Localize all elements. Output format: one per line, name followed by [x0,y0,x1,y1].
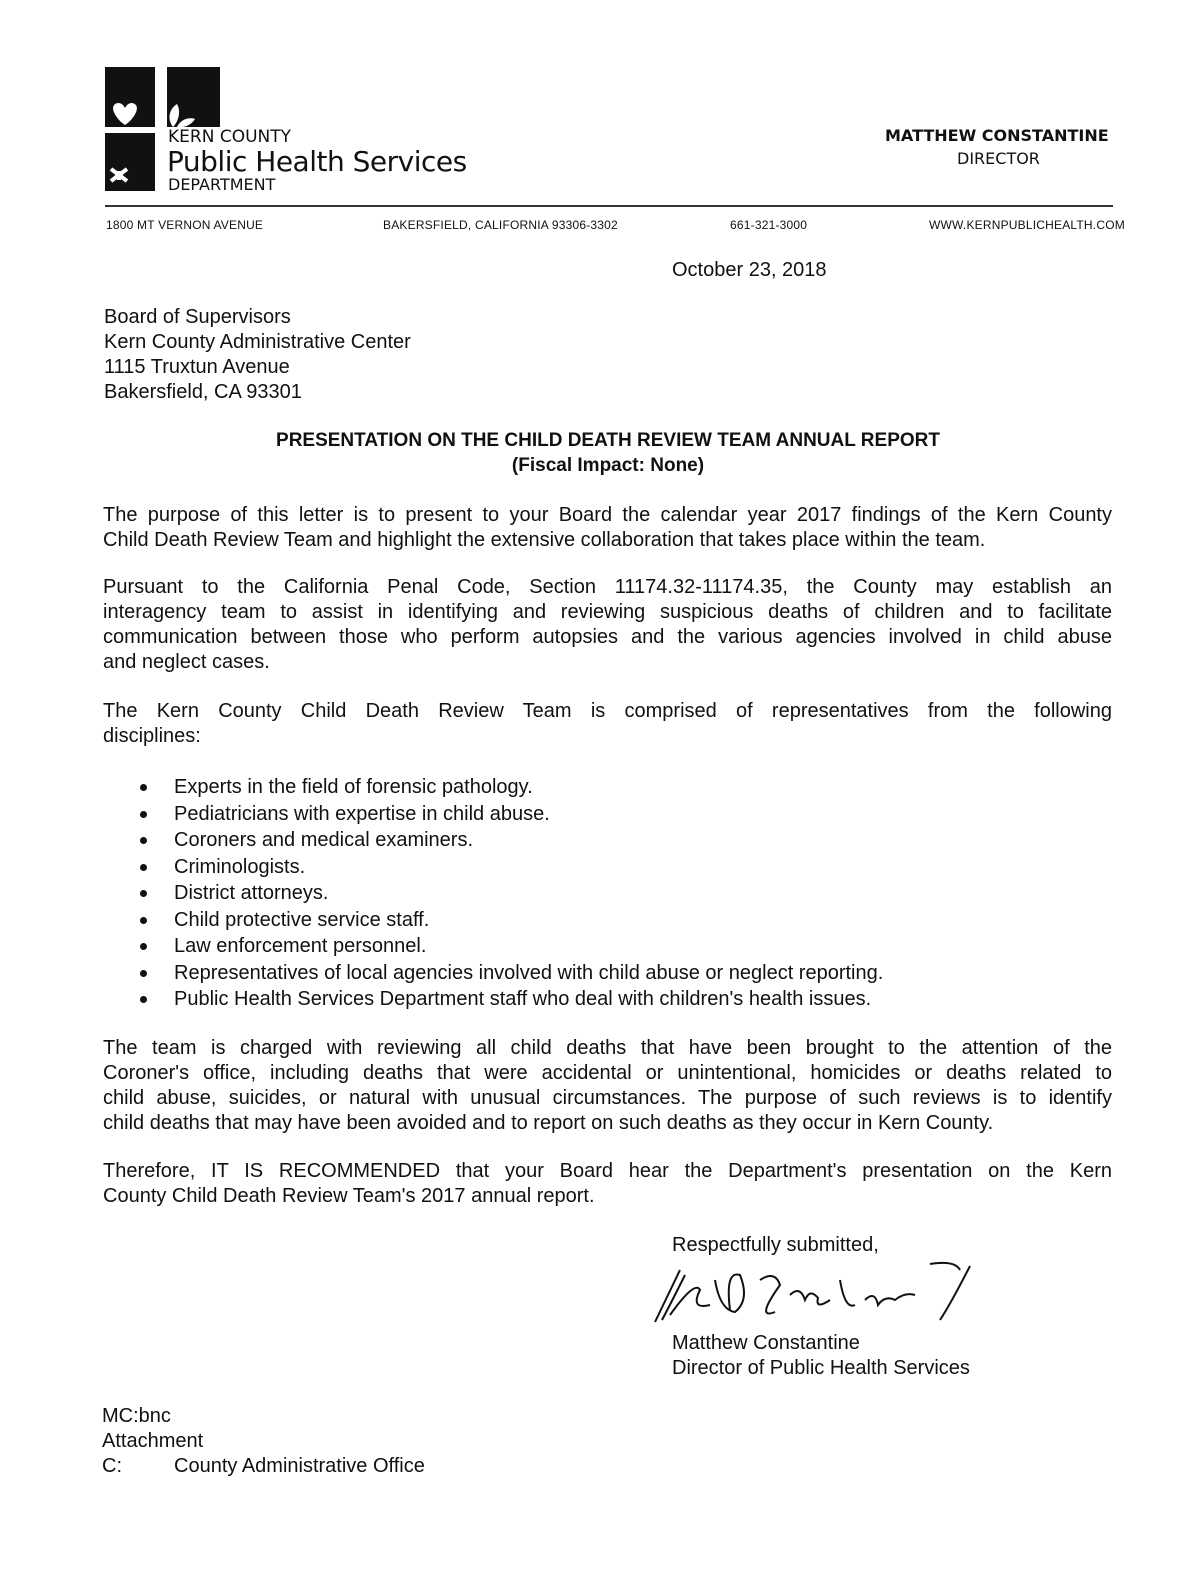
paragraph-line: and neglect cases. [103,651,270,673]
paragraph-purpose [103,503,1112,553]
bullet-icon [140,970,147,977]
bullet-icon [140,837,147,844]
fiscal-impact: (Fiscal Impact: None) [511,455,705,476]
paragraph-team-composition [103,699,1112,749]
phone-number: 661-321-3000 [730,218,808,232]
paragraph-line: interagency team to assist in identifying and reviewing suspicious deaths of children and to facilitate [103,601,1112,623]
list-item-text: District attorneys. [174,882,329,904]
signature-image [640,1258,1000,1330]
list-item-text: Child protective service staff. [174,908,430,931]
paragraph-line: County Child Death Review Team's 2017 annual report. [103,1185,595,1207]
typist-initials: MC:bnc [102,1405,171,1427]
bullet-icon [140,784,147,791]
closing-salutation: Respectfully submitted, [672,1234,879,1256]
director-title-header: DIRECTOR [957,149,1040,168]
attachment-note: Attachment [102,1430,204,1452]
letter-date: October 23, 2018 [672,259,827,281]
bullet-icon [140,943,147,950]
org-name-line2: Public Health Services [167,145,467,178]
paragraph-line: Child Death Review Team and highlight the extensive collaboration that takes place within the team. [103,529,986,551]
bullet-icon [140,917,147,924]
header-divider [105,205,1113,207]
paragraph-line: Coroner's office, including deaths that were accidental or unintentional, homicides or deaths related to [103,1062,1112,1084]
paragraph-line: The purpose of this letter is to present to your Board the calendar year 2017 findings of the Kern County [103,504,1112,526]
paragraph-line: disciplines: [103,725,201,747]
website-link: WWW.KERNPUBLICHEALTH.COM [929,218,1125,232]
director-name-header: MATTHEW CONSTANTINE [885,126,1109,145]
cc-label: C: [102,1455,122,1477]
org-name-line1: KERN COUNTY [168,127,292,147]
recipient-line: Board of Supervisors [104,306,291,328]
paragraph-line: The Kern County Child Death Review Team is comprised of representatives from the following [103,700,1112,722]
recipient-line: 1115 Truxtun Avenue [104,356,290,378]
list-item-text: Representatives of local agencies involved with child abuse or neglect reporting. [174,961,884,984]
list-item-text: Coroners and medical examiners. [174,829,474,851]
signer-title: Director of Public Health Services [672,1357,970,1379]
list-item-text: Criminologists. [174,855,306,878]
bullet-icon [140,996,147,1003]
org-name-line3: DEPARTMENT [168,175,276,194]
bullet-icon [140,890,147,897]
list-item-text: Pediatricians with expertise in child abuse. [174,802,550,825]
signer-name: Matthew Constantine [672,1332,860,1354]
list-item-text: Public Health Services Department staff who deal with children's health issues. [174,988,872,1010]
bullet-icon [140,811,147,818]
paragraph-recommendation [103,1159,1112,1209]
cc-recipient: County Administrative Office [174,1455,425,1477]
paragraph-line: Therefore, IT IS RECOMMENDED that your Board hear the Department's presentation on the Kern [103,1160,1112,1182]
list-item-text: Law enforcement personnel. [174,935,427,957]
paragraph-line: communication between those who perform autopsies and the various agencies involved in child abuse [103,626,1112,648]
recipient-line: Kern County Administrative Center [104,331,411,353]
city-address: BAKERSFIELD, CALIFORNIA 93306-3302 [383,218,618,232]
recipient-line: Bakersfield, CA 93301 [104,381,302,403]
street-address: 1800 MT VERNON AVENUE [106,218,264,232]
paragraph-line: child abuse, suicides, or natural with unusual circumstances. The purpose of such reviews is to identify [103,1087,1112,1109]
subject-title: PRESENTATION ON THE CHILD DEATH REVIEW TEAM ANNUAL REPORT [276,430,940,451]
paragraph-line: child deaths that may have been avoided and to report on such deaths as they occur in Kern County. [103,1112,994,1134]
paragraph-penal-code [103,575,1112,675]
bullet-icon [140,864,147,871]
paragraph-line: Pursuant to the California Penal Code, Section 11174.32-11174.35, the County may establish an [103,576,1112,598]
list-item-text: Experts in the field of forensic pathology. [174,776,533,798]
paragraph-charge [103,1036,1112,1136]
paragraph-line: The team is charged with reviewing all child deaths that have been brought to the attention of the [103,1037,1112,1059]
